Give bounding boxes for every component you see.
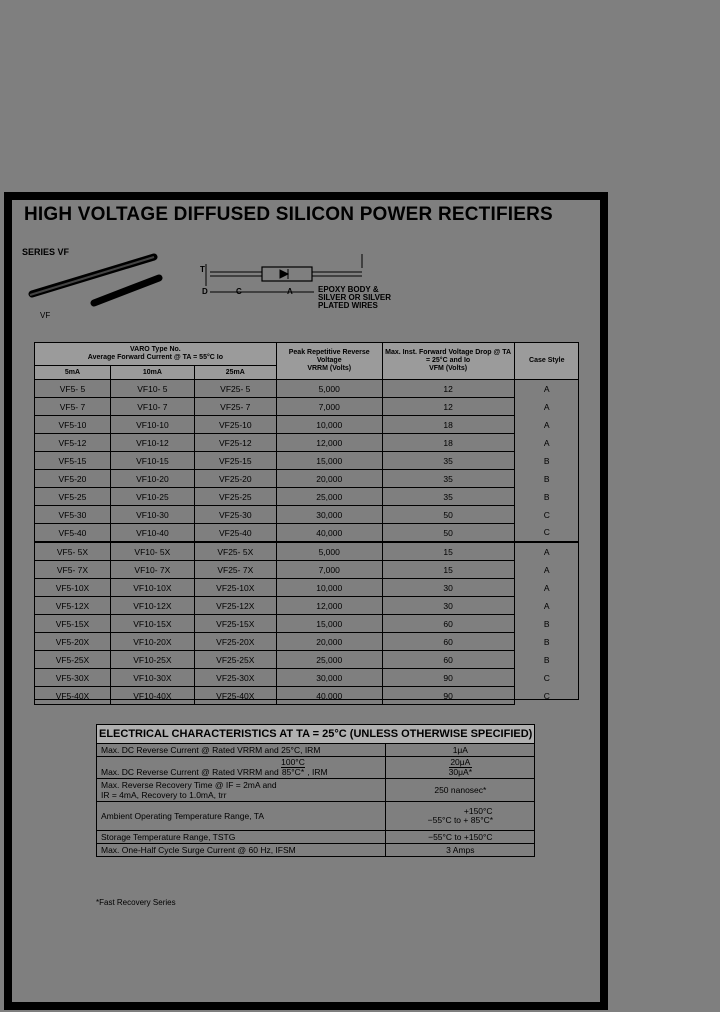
table-row [35,561,580,579]
type-10ma: VF10- 5X [110,542,194,561]
header-10ma: 10mA [110,366,194,380]
type-25ma: VF25-15X [194,615,276,633]
table-row [35,633,580,651]
r2-temp-fraction [281,758,305,777]
vf-value: 35 [382,452,514,470]
table-row [35,416,580,434]
type-5ma: VF5-12X [35,597,111,615]
vf-value: 30 [382,597,514,615]
type-25ma: VF25-10 [194,416,276,434]
vf-value: 15 [382,561,514,579]
type-5ma: VF5- 5 [35,380,111,398]
electrical-label: Max. One-Half Cycle Surge Current @ 60 Hz, IFSM [97,844,386,857]
table-row [35,669,580,687]
electrical-row [97,802,535,831]
type-5ma: VF5- 5X [35,542,111,561]
type-10ma: VF10-40X [110,687,194,705]
piv-value: 25,000 [276,651,382,669]
piv-value: 30,000 [276,669,382,687]
note-line-1: EPOXY BODY & [318,285,379,294]
dim-t-label: T [200,265,205,274]
table-row [35,488,580,506]
electrical-value [386,802,535,831]
type-10ma: VF10-12 [110,434,194,452]
electrical-heading: ELECTRICAL CHARACTERISTICS AT TA = 25°C (UNLESS OTHERWISE SPECIFIED) [97,725,535,744]
header-type [35,343,277,366]
electrical-label: Max. DC Reverse Current @ Rated VRRM and 25°C, IRM [97,744,386,757]
table-row [35,470,580,488]
type-5ma: VF5-12 [35,434,111,452]
electrical-label: Ambient Operating Temperature Range, TA [97,802,386,831]
table-row [35,524,580,543]
case-style: A [514,416,579,434]
vf-value: 15 [382,542,514,561]
case-style: A [514,542,579,561]
type-25ma: VF25-25X [194,651,276,669]
type-5ma: VF5-10 [35,416,111,434]
piv-value: 12,000 [276,434,382,452]
table-header-row [35,343,580,366]
type-5ma: VF5- 7 [35,398,111,416]
dim-c-label: C [236,287,242,296]
table-body [35,380,580,705]
electrical-table [96,724,535,857]
header-vf-sub: VFM (Volts) [429,365,468,372]
type-5ma: VF5-25 [35,488,111,506]
vf-value: 30 [382,579,514,597]
type-25ma: VF25-12 [194,434,276,452]
piv-value: 15,000 [276,452,382,470]
piv-value: 20,000 [276,633,382,651]
case-style: A [514,434,579,452]
type-25ma: VF25-20X [194,633,276,651]
r2-value-fraction [449,758,472,777]
table-row [35,506,580,524]
type-5ma: VF5-10X [35,579,111,597]
piv-value: 40,000 [276,524,382,543]
type-10ma: VF10-15X [110,615,194,633]
electrical-header-row [97,725,535,744]
piv-value: 30,000 [276,506,382,524]
vf-value: 60 [382,615,514,633]
header-type-text: VARO Type No. [130,346,181,353]
electrical-row [97,744,535,757]
vf-value: 12 [382,380,514,398]
case-style: C [514,687,579,705]
r2-label-a: Max. DC Reverse Current @ Rated VRRM and [101,767,279,777]
table-row [35,597,580,615]
dim-a-label: A [287,287,293,296]
piv-value: 7,000 [276,398,382,416]
electrical-value: 1μA [386,744,535,757]
type-10ma: VF10-10 [110,416,194,434]
table-row [35,380,580,398]
vf-value: 18 [382,416,514,434]
vf-value: 18 [382,434,514,452]
table-row [35,434,580,452]
type-10ma: VF10- 7X [110,561,194,579]
case-style: C [514,524,579,543]
type-25ma: VF25-30 [194,506,276,524]
vf-value: 90 [382,669,514,687]
electrical-value: 3 Amps [386,844,535,857]
vf-value: 90 [382,687,514,705]
type-10ma: VF10-25X [110,651,194,669]
piv-value: 25,000 [276,488,382,506]
table-row [35,452,580,470]
type-10ma: VF10-25 [110,488,194,506]
type-10ma: VF10-20 [110,470,194,488]
piv-value: 7,000 [276,561,382,579]
r2-temp-bot: 85°C* [281,767,305,777]
type-10ma: VF10-20X [110,633,194,651]
series-label: SERIES VF [22,247,70,257]
r4-val-top: +150°C [463,806,493,816]
electrical-row [97,831,535,844]
header-piv-text: Peak Repetitive Reverse Voltage [288,349,370,364]
vf-value: 12 [382,398,514,416]
case-style: C [514,506,579,524]
case-style: B [514,470,579,488]
case-style: B [514,488,579,506]
piv-value: 15,000 [276,615,382,633]
case-style: B [514,633,579,651]
type-25ma: VF25-30X [194,669,276,687]
type-10ma: VF10- 7 [110,398,194,416]
type-5ma: VF5-25X [35,651,111,669]
header-piv [276,343,382,380]
dim-d-label: D [202,287,208,296]
r4-val-bot: + 85°C* [463,815,494,825]
case-style: B [514,615,579,633]
note-line-2: SILVER OR SILVER [318,293,392,302]
case-style: B [514,651,579,669]
electrical-row [97,844,535,857]
table-row [35,398,580,416]
header-5ma: 5mA [35,366,111,380]
electrical-row [97,779,535,802]
type-10ma: VF10-12X [110,597,194,615]
header-case: Case Style [514,343,579,380]
vf-value: 35 [382,470,514,488]
type-25ma: VF25-25 [194,488,276,506]
type-25ma: VF25-15 [194,452,276,470]
piv-value: 5,000 [276,380,382,398]
vf-value: 60 [382,633,514,651]
electrical-row [97,757,535,779]
header-piv-sub: VRRM (Volts) [307,365,352,372]
type-5ma: VF5-40 [35,524,111,543]
type-5ma: VF5-20X [35,633,111,651]
footnote: *Fast Recovery Series [96,898,176,907]
note-line-3: PLATED WIRES [318,301,378,310]
case-style: A [514,380,579,398]
type-25ma: VF25-10X [194,579,276,597]
piv-value: 12,000 [276,597,382,615]
type-5ma: VF5-20 [35,470,111,488]
header-type-sub: Average Forward Current @ TA = 55°C Io [87,354,223,361]
type-25ma: VF25- 7X [194,561,276,579]
table-row [35,542,580,561]
type-25ma: VF25- 7 [194,398,276,416]
type-10ma: VF10-30X [110,669,194,687]
type-10ma: VF10-15 [110,452,194,470]
case-style: A [514,561,579,579]
r4-value-fraction [463,807,493,825]
vf-value: 50 [382,524,514,543]
r2-label-b: , IRM [307,767,328,777]
r2-temp-top: 100°C [281,757,305,767]
electrical-label: Storage Temperature Range, TSTG [97,831,386,844]
electrical-value: −55°C to +150°C [386,831,535,844]
electrical-value [386,757,535,779]
piv-value: 10,000 [276,416,382,434]
type-25ma: VF25- 5 [194,380,276,398]
type-5ma: VF5-40X [35,687,111,705]
case-style: A [514,579,579,597]
vf-label: VF [40,311,51,320]
type-5ma: VF5-15X [35,615,111,633]
type-10ma: VF10-40 [110,524,194,543]
type-5ma: VF5-30 [35,506,111,524]
piv-value: 5,000 [276,542,382,561]
electrical-label [97,779,386,802]
case-style: A [514,398,579,416]
case-style: B [514,452,579,470]
type-25ma: VF25- 5X [194,542,276,561]
type-5ma: VF5-30X [35,669,111,687]
table-row [35,687,580,705]
type-25ma: VF25-12X [194,597,276,615]
electrical-label [97,757,386,779]
type-25ma: VF25-40X [194,687,276,705]
piv-value: 20,000 [276,470,382,488]
rectifier-photo-short [94,278,159,303]
type-10ma: VF10- 5 [110,380,194,398]
type-10ma: VF10-10X [110,579,194,597]
vf-value: 50 [382,506,514,524]
page-title: HIGH VOLTAGE DIFFUSED SILICON POWER RECTIFIERS [24,204,553,225]
r4-val-a: −55°C to [427,815,462,825]
case-style: A [514,597,579,615]
type-5ma: VF5-15 [35,452,111,470]
type-5ma: VF5- 7X [35,561,111,579]
r3-label-b: IR = 4mA, Recovery to 1.0mA, trr [101,790,227,800]
type-25ma: VF25-20 [194,470,276,488]
header-vf-text: Max. Inst. Forward Voltage Drop @ TA = 25°C and Io [385,349,512,364]
piv-value: 40,000 [276,687,382,705]
vf-value: 60 [382,651,514,669]
table-row [35,615,580,633]
header-25ma: 25mA [194,366,276,380]
electrical-value: 250 nanosec* [386,779,535,802]
table-row [35,579,580,597]
r3-label-a: Max. Reverse Recovery Time @ IF = 2mA and [101,780,277,790]
r2-val-bot: 30μA* [448,767,473,777]
type-25ma: VF25-40 [194,524,276,543]
r2-val-top: 20μA [450,757,471,767]
piv-value: 10,000 [276,579,382,597]
vf-value: 35 [382,488,514,506]
case-style: C [514,669,579,687]
type-10ma: VF10-30 [110,506,194,524]
header-vf [382,343,514,380]
table-row [35,651,580,669]
ratings-table [34,342,579,705]
